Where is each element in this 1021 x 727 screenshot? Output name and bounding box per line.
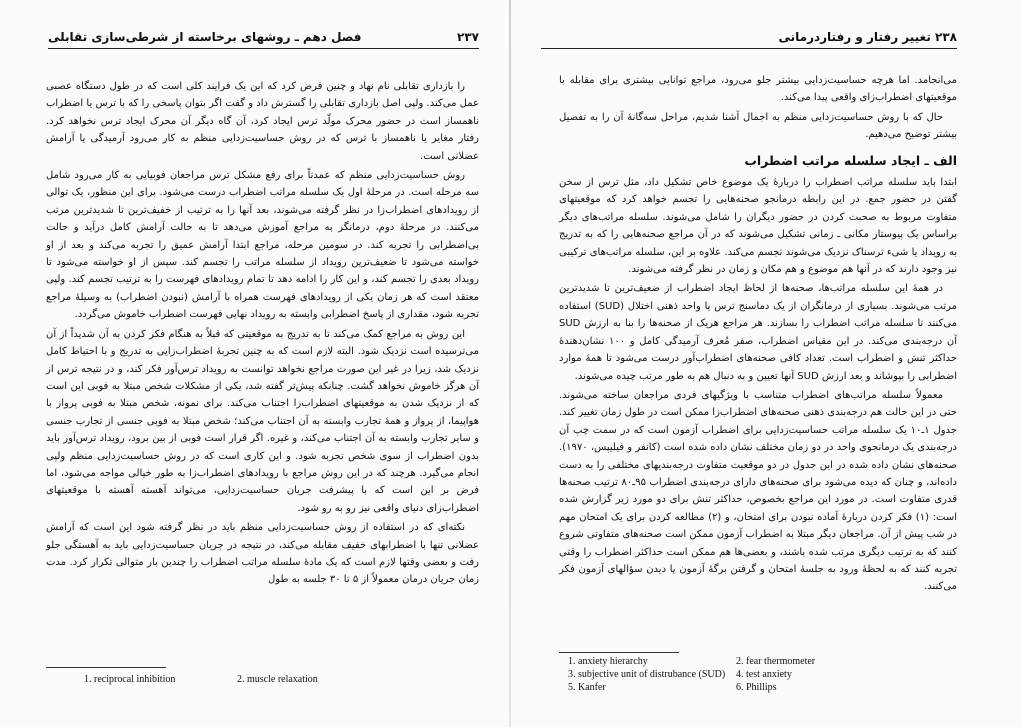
footnote: 4. test anxiety bbox=[736, 669, 792, 680]
paragraph: می‌انجامد. اما هرچه حساسیت‌زدایی بیشتر جلو می‌رود، مراجع توانایی بیشتری برای مقابله با موقعیتهای اضطراب‌زای واقعی پیدا می‌کند. bbox=[559, 75, 957, 104]
paragraph: نکته‌ای که در استفاده از روش حساسیت‌زدایی منظم باید در نظر گرفته شود این است که آرامش عضلانی تنها با اضطرابهای خفیف مقابله می‌کند، در نتیجه در جریان حساسیت‌زدایی باید به آهستگی جلو رفت و بعضی وقتها لازم است که یک مادهٔ سلسله مراتب اضطراب را چندین بار متوالی تکرار کرد. مدت زمان جریان درمان معمولاً از ۵ تا ۳۰ جلسه به طول bbox=[46, 522, 479, 586]
footnote: 1. anxiety hierarchy bbox=[568, 656, 648, 667]
paragraph: این روش به مراجع کمک می‌کند تا به تدریج به موقعیتی که قبلاً به هنگام فکر کردن به آن شدیداً از آن می‌ترسیده است نزدیک شود. البته لازم است که به چنین تجربهٔ اضطراب‌زایی به تدریج و با احتیاط کامل نزدیک شد، زیرا در غیر این صورت مراجع نخواهد توانست به رویداد ترس‌آور فکر کند، و در نتیجه ترس از آن هرگز خاموش نخواهد گشت. چنانکه پیش‌تر گفته شد، یکی از مشکلات شخص مبتلا به فوبی این است که از نزدیک شدن به موقعیتهای اضطراب‌زا اجتناب می‌کند. برای نمونه، شخص مبتلا به فوبی پرواز با هواپیما، از پرواز و همهٔ تجارب وابسته به آن اجتناب می‌کند؛ شخص مبتلا به فوبی جنسی از تجارب جنسی و سایر تجارب وابسته به آن اجتناب می‌کند، و غیره. اگر قرار است فوبی از بین برود، رویداد ترس‌آور باید بدون اضطراب از سوی شخص تجربه شود. و این کاری است که در روش حساسیت‌زدایی منظم ولپی انجام می‌گیرد. هرچند که در این روش مراجع با رویدادهای اضطراب‌زا به طور خیالی مواجه می‌شود، اما فرض بر این است که با پیشرفت جریان حساسیت‌زدایی، می‌تواند آهسته آهسته با موقعیتهای اضطراب‌زای دنیای واقعی نیز رو به رو شود. bbox=[46, 328, 479, 514]
footnote: 3. subjective unit of distrubance (SUD) bbox=[568, 669, 726, 680]
right-page-number-title bbox=[778, 30, 957, 44]
right-footnotes bbox=[568, 656, 898, 694]
footnote-rule bbox=[559, 652, 679, 653]
left-page-number: ۲۳۷ bbox=[457, 30, 479, 44]
paragraph: حال که با روش حساسیت‌زدایی منظم به اجمال آشنا شدیم، مراحل سه‌گانهٔ آن را به تفصیل بیشتر توضیح می‌دهیم. bbox=[559, 111, 957, 141]
left-footnotes bbox=[84, 674, 384, 686]
footnote: 2. fear thermometer bbox=[736, 656, 816, 667]
section-heading: الف ـ ایجاد سلسله مراتب اضطراب bbox=[744, 152, 957, 168]
right-page-running-title: تغییر رفتار و رفتاردرمانی bbox=[778, 30, 931, 44]
footnote-rule bbox=[46, 667, 166, 668]
right-page bbox=[511, 0, 1021, 727]
footnote: 5. Kanfer bbox=[568, 682, 606, 693]
left-page-header bbox=[48, 30, 479, 49]
paragraph: معمولاً سلسله مراتب‌های اضطراب متناسب با ویژگیهای فردی مراجعان ساخته می‌شوند. حتی در این حالت هم درجه‌بندی ذهنی صحنه‌های اضطراب‌زا ممکن است در طول زمان تغییر کند. جدول ۱ـ۱۰ یک سلسله مراتب حساسیت‌زدایی برای اضطراب آزمون است که در سمت چپ آن درجه‌بندی یک درمانجوی واحد در دو زمان مختلف نشان داده شده است (کانفر و فیلیپس، ۱۹۷۰). صحنه‌های نشان داده شده در این جدول در دو موقعیت متفاوت درجه‌بندیهای مختلفی را به دست داده‌اند، و چنان که دیده می‌شود برای صحنه‌های دارای درجه‌بندی اضطراب ۹۵ـ۸۰ ترتیب صحنه‌ها قدری متفاوت است. در مورد این مراجع بخصوص، حداکثر تنش برای دو مورد زیر گزارش شده است: (۱) فکر کردن دربارهٔ آماده نبودن برای امتحان، و (۲) مطالعه کردن برای یک امتحان مهم در شب پیش از آن. مراجعان دیگر مبتلا به اضطراب آزمون ممکن است صحنه‌های متفاوتی شروع کنند که به ترتیب دیگری مرتب شده باشند، و بعضی‌ها هم ممکن است حداکثر اضطراب را وقتی تجربه کنند که به لحظهٔ ورود به جلسهٔ امتحان و گرفتن برگهٔ آزمون یا دیدن سؤالهای آزمون فکر می‌کنند. bbox=[559, 389, 957, 593]
paragraph: روش حساسیت‌زدایی منظم که عمدتاً برای رفع مشکل ترس مراجعان فوبیایی به کار می‌رود شامل سه مرحله است. در مرحلهٔ اول یک سلسله مراتب اضطراب درست می‌شود. برای این منظور، یک توالی از رویدادهای اضطراب‌زا در نظر گرفته می‌شوند، بعد آنها را به ترتیب از خفیف‌ترین تا شدیدترین مرتب می‌کنند. در مرحلهٔ دوم، درمانگر به مراجع آموزش می‌دهد تا به حالت آرامش کامل درآید و حالت بی‌اضطرابی را تجربه کند. در سومین مرحله، مراجع ابتدا آرامش عمیق را تجربه می‌کند و بعد از او خواسته می‌شود تا ضعیف‌ترین رویداد از سلسله مراتب را تجسم کند. سپس از او خواسته می‌شود تا رویداد بعدی را تجسم کند، و این کار را ادامه دهد تا تمام رویدادهای فهرست را به ترتیب تجسم کند. ولپی معتقد است که هر زمان یکی از رویدادهای فهرست همراه با آرامش (نبودن اضطراب) به وسیلهٔ مراجع تجربه شود، مقداری از پاسخ اضطرابی وابسته به رویداد نهایی فهرست اضطراب خاموش می‌گردد. bbox=[46, 170, 479, 321]
paragraph: ابتدا باید سلسله مراتب اضطراب را دربارهٔ یک موضوع خاص تشکیل داد، مثل ترس از سخن گفتن در حضور جمع. در این رابطه درمانجو صحنه‌هایی را تجسم خواهد کرد که موقعیتهای متفاوت مربوط به صحبت کردن در حضور دیگران را شامل می‌شوند. سلسله مراتب‌های دیگر براساس یک پیوستار مکانی ـ زمانی تشکیل می‌شوند که در آن مراجع صحنه‌هایی را که به تدریج به رویداد یا شیء ترسناک نزدیک می‌شوند تجسم می‌کند. علاوه بر این، سلسله مراتب‌های ترکیبی نیز وجود دارند که در آنها هم موضوع و هم مکان و زمان در نظر گرفته می‌شوند. bbox=[559, 177, 957, 276]
left-page-running-title: فصل دهم ـ روشهای برخاسته از شرطی‌سازی تقابلی bbox=[48, 30, 362, 44]
left-page bbox=[0, 0, 510, 727]
paragraph: در همهٔ این سلسله مراتب‌ها، صحنه‌ها از لحاظ ایجاد اضطراب از ضعیف‌ترین تا شدیدترین مرتب می‌شوند. بسیاری از درمانگران از یک دماسنج ترس یا واحد ذهنی اختلال (SUD) استفاده می‌کنند تا سلسله مراتب اضطراب را بسازند. هر مراجع هریک از صحنه‌ها را بنا به ارزش SUD آن درجه‌بندی می‌کند. در این مقیاس اضطراب، صفر مُعرف آرمیدگی کامل و ۱۰۰ نشان‌دهندهٔ حداکثر تنش و اضطراب است. تعداد کافی صحنه‌های اضطراب‌آور درست می‌شود تا همهٔ موارد اضطرابی را بپوشاند و بعد ارزش SUD آنها تعیین و به دنبال هم به طور مرتب چیده می‌شوند. bbox=[559, 283, 957, 382]
footnote: 1. reciprocal inhibition bbox=[84, 674, 176, 685]
footnote: 6. Phillips bbox=[736, 682, 777, 693]
right-page-body bbox=[559, 72, 957, 598]
left-page-body bbox=[46, 78, 479, 591]
footnote: 2. muscle relaxation bbox=[237, 674, 318, 685]
right-page-header bbox=[541, 30, 957, 49]
right-page-number: ۲۳۸ bbox=[935, 30, 957, 44]
paragraph: را بازداری تقابلی نام نهاد و چنین فرض کرد که این یک فرایند کلی است که در طول دستگاه عصبی عمل می‌کند. ولپی اصل بازداری تقابلی را گسترش داد و گفت اگر بتوان پاسخی را که با ترس یا اضطراب ناهمساز است در حضور محرک مولّد ترس ایجاد کرد، آن گاه دیگر آن محرک ایجاد ترس نخواهد کرد. رفتار مغایر یا ناهمساز با ترس که در روش حساسیت‌زدایی منظم به کار می‌رود آرمیدگی یا آرامش عضلانی است. bbox=[46, 81, 479, 162]
